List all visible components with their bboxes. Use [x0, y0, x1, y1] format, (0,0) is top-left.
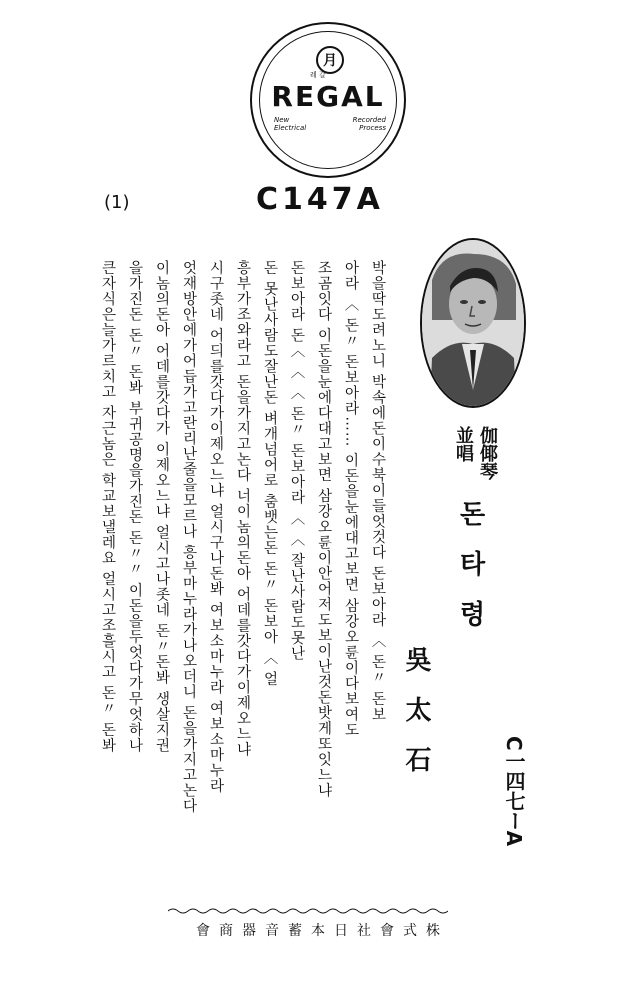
lyrics-column: 박을딱도려노니 박속에돈이수북이들엇것다 돈보아라 〈 돈〃 돈보	[369, 260, 386, 723]
lyrics-column: 을가진돈 돈〃 돈봐 부귀공명을가진돈 돈〃〃 이돈을두엇다가무엇하나	[126, 260, 143, 754]
label-top-text: 레 갈	[310, 71, 326, 79]
singer-portrait	[420, 238, 526, 408]
singer-name: 吳太石	[401, 646, 431, 796]
catalog-number: C147A	[256, 182, 384, 217]
label-right-text: Recorded Process	[352, 116, 386, 132]
song-title: 돈타령	[455, 500, 485, 650]
genre-line-2: 並唱	[453, 426, 474, 462]
lyrics-column: 조곰잇다 이돈을눈에다대고보면 삼강오륜이안어저도보이난것돈밧게또잇느냐	[315, 260, 332, 799]
portrait-illustration	[422, 240, 524, 406]
lyrics-column: 엇재방안에가어듭가고란리난줄을모르나 흥부마누라가나오더니 돈을가지고논다	[180, 260, 197, 814]
label-left-text: New Electrical	[274, 116, 307, 132]
publisher-name: 會商器音蓄本日社會式株	[196, 923, 449, 939]
lyrics-column: 시구좃네 어듸를갓다가이제오느냐 얼시구나돈봐 여보소마누라 여보소마누라	[207, 260, 224, 794]
label-logo-word: REGAL	[271, 80, 385, 113]
lyrics-column: 큰자식은늘가르치고 자근놈은 학교보낼레요 얼시고조흘시고 돈〃 돈봐	[99, 260, 116, 754]
lyrics-column: 돈보아라 돈〈 〈 〈 돈〃 돈보아라 〈 〈 잘난사람도못난	[288, 260, 305, 662]
label-trademark: 月	[316, 46, 344, 74]
lyrics-column: 돈 못난사람도잘난돈 벼개넘어로 춤뱃는돈 돈〃 돈보아 〈 얼	[261, 260, 278, 687]
side-number: (1)	[104, 192, 130, 213]
lyrics-column: 흥부가조와라고 돈을가지고논다 너이놈의돈아 어데를갓다가이제오느냐	[234, 260, 251, 758]
footer-wavy-rule	[168, 906, 448, 916]
catalog-number-vertical: C一四七ーA	[502, 736, 526, 847]
lyrics-column: 이놈의돈아 어데를갓다가 이제오느냐 얼시고나좃네 돈〃돈봐 생살지권	[153, 260, 170, 754]
genre-line-1: 伽倻琴	[477, 426, 498, 480]
lyrics-column: 아라 〈 돈〃 돈보아라…… 이돈을눈에대고보면 삼강오륜이다보여도	[342, 260, 359, 738]
regal-label-logo	[250, 22, 406, 178]
